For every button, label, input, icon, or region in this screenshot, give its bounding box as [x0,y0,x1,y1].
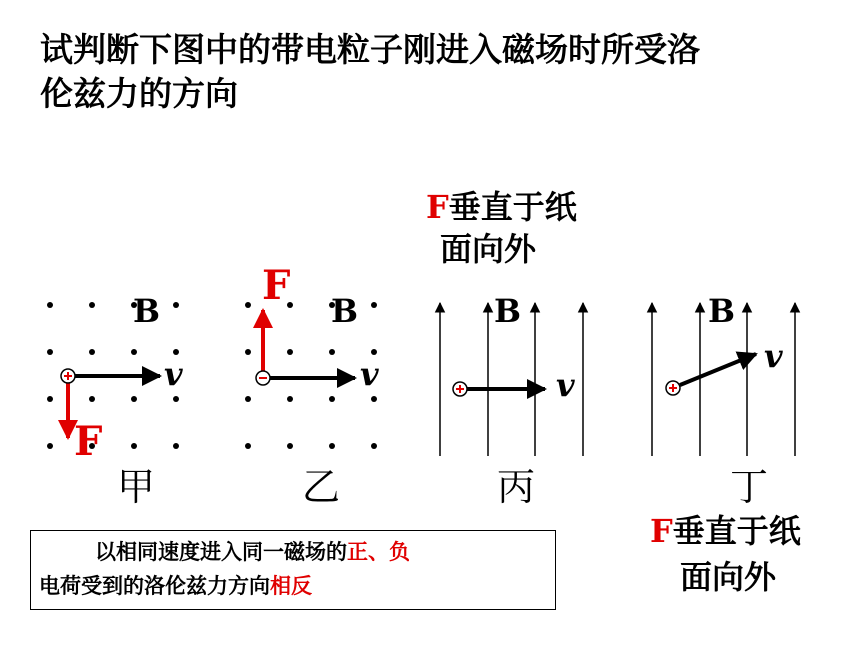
panel-bing-force-note [426,186,577,270]
panel-bing-positive-charge [453,382,467,396]
panel-ding-B-symbol: B [708,292,736,330]
conclusion-box [30,530,556,610]
conclusion-text-1: 以相同速度进入同一磁场的 [95,540,347,564]
panel-yi-label: 乙 [302,465,341,509]
title-line-1: 试判断下图中的带电粒子刚进入磁场时所受洛 [40,30,700,69]
panel-ding-note-line1: 垂直于纸 [672,512,801,550]
panel-bing-note-line1: 垂直于纸 [448,188,577,226]
panel-bing-B-symbol: B [494,292,522,330]
panel-jia-v-symbol: v [164,355,183,393]
panel-jia-label: 甲 [117,465,156,509]
panel-yi-negative-charge [256,371,270,385]
panel-yi-v-symbol: v [360,355,379,393]
panel-bing-note-line2: 面向外 [440,230,537,268]
panel-jia-B-symbol: B [133,292,161,330]
panel-ding-v-symbol: v [764,337,783,375]
panel-jia-positive-charge [61,369,75,383]
panel-ding-note-line2: 面向外 [680,558,777,596]
panel-ding-label: 丁 [730,465,769,509]
conclusion-red-1: 正、负 [347,540,410,564]
panel-yi-F-symbol: F [262,262,291,309]
panel-ding-note-F: F [650,512,673,550]
conclusion-text-2: 电荷受到的洛伦兹力方向 [39,574,270,598]
panel-bing-note-F: F [426,188,449,226]
panel-ding-force-note [650,508,801,600]
panel-bing-label: 丙 [497,465,536,509]
conclusion-red-2: 相反 [270,574,312,598]
panel-ding-positive-charge [666,381,680,395]
panel-yi-B-symbol: B [331,292,359,330]
panel-bing-v-symbol: v [556,366,575,404]
panel-jia-F-symbol: F [74,418,103,465]
panel-ding-velocity-arrow [680,354,756,385]
title-line-2: 伦兹力的方向 [40,74,238,113]
